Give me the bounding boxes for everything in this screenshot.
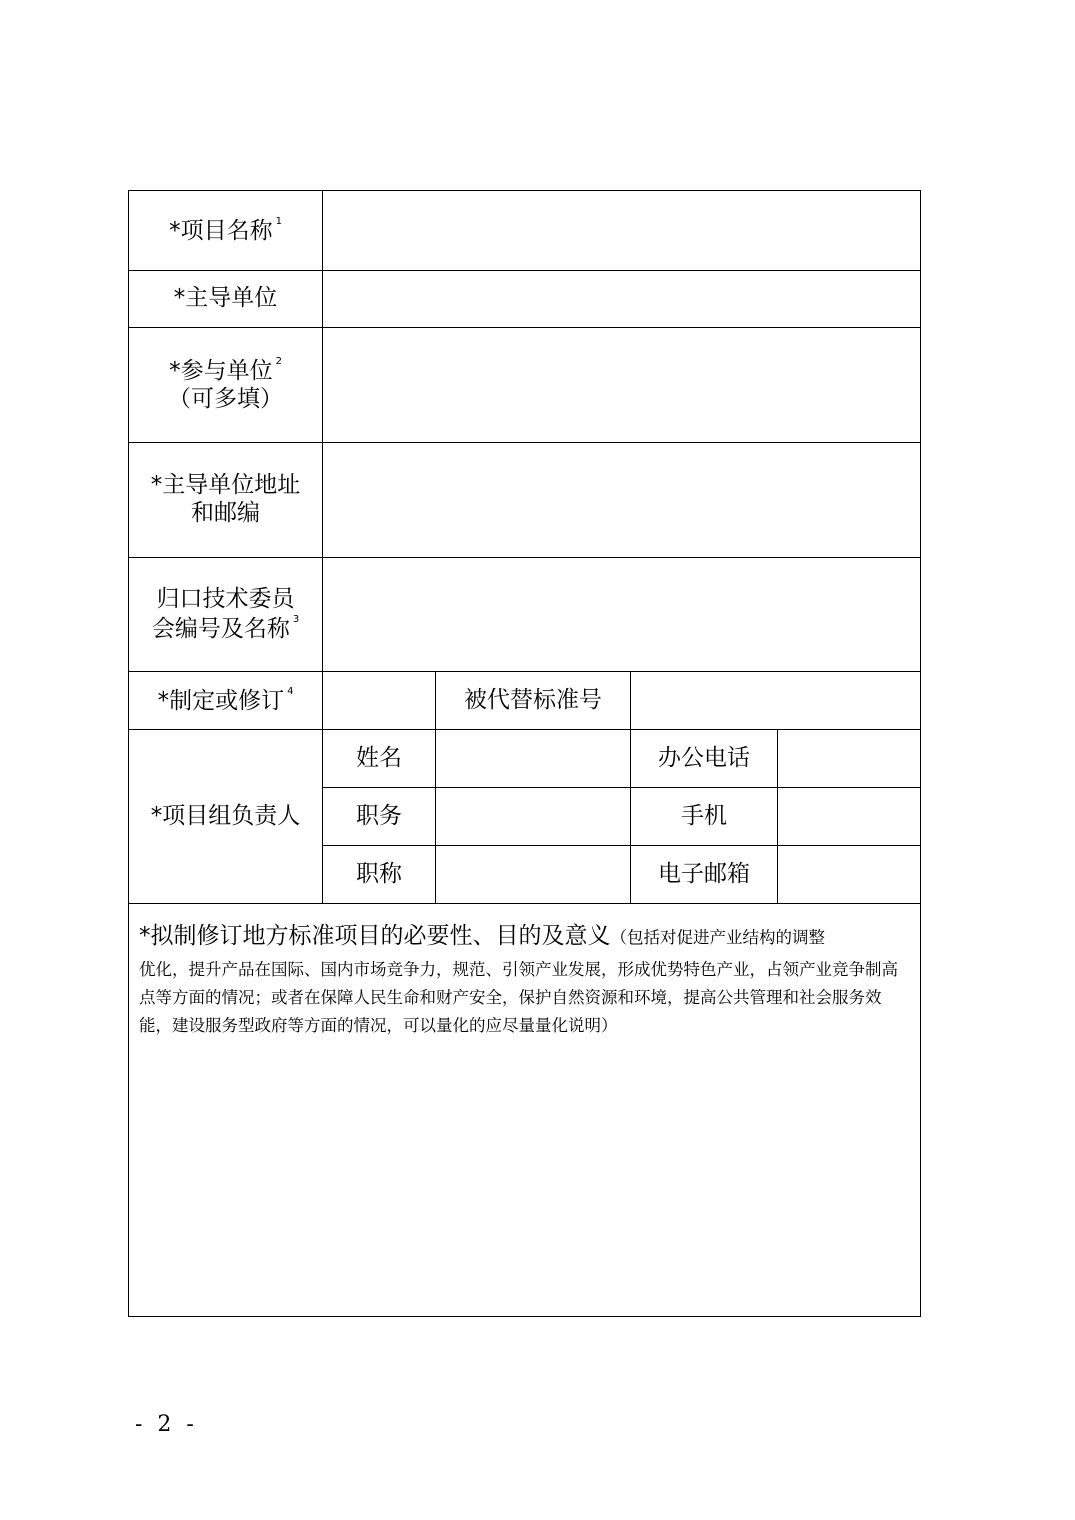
address-field[interactable] (323, 443, 921, 558)
title-field[interactable] (436, 846, 631, 904)
row-leader-name (129, 730, 921, 788)
committee-label: 归口技术委员 会编号及名称 $^3$ (129, 558, 323, 672)
footnote-marker: 2 (275, 356, 282, 368)
row-participants (129, 328, 921, 443)
row-lead-unit (129, 271, 921, 328)
name-field[interactable] (436, 730, 631, 788)
project-name-label: *项目名称 $^1$ (129, 191, 323, 271)
project-name-field[interactable] (323, 191, 921, 271)
participants-field[interactable] (323, 328, 921, 443)
row-address (129, 443, 921, 558)
name-label: 姓名 (323, 730, 436, 788)
office-phone-field[interactable] (778, 730, 921, 788)
position-label: 职务 (323, 788, 436, 846)
purpose-heading: *拟制修订地方标准项目的必要性、目的及意义（包括对促进产业结构的调整 (139, 923, 825, 949)
application-form-table (128, 190, 921, 1317)
purpose-field[interactable] (129, 904, 921, 1317)
row-project-name (129, 191, 921, 271)
footnote-marker: 4 (287, 685, 294, 697)
revise-label: *制定或修订 $^4$ (129, 672, 323, 730)
lead-unit-field[interactable] (323, 271, 921, 328)
committee-field[interactable] (323, 558, 921, 672)
row-committee (129, 558, 921, 672)
position-field[interactable] (436, 788, 631, 846)
purpose-note: （包括对促进产业结构的调整 (610, 928, 825, 947)
participants-label: *参与单位 $^2$ （可多填） (129, 328, 323, 443)
leader-label: *项目组负责人 (129, 730, 323, 904)
lead-unit-label: *主导单位 (129, 271, 323, 328)
title-label: 职称 (323, 846, 436, 904)
row-revise (129, 672, 921, 730)
address-label: *主导单位地址 和邮编 (129, 443, 323, 558)
mobile-label: 手机 (631, 788, 778, 846)
page-number: - 2 - (135, 1412, 198, 1437)
revise-field[interactable] (323, 672, 436, 730)
email-label: 电子邮箱 (631, 846, 778, 904)
office-phone-label: 办公电话 (631, 730, 778, 788)
purpose-description: 优化，提升产品在国际、国内市场竞争力，规范、引领产业发展，形成优势特色产业，占领产业竞争制高点等方面的情况；或者在保障人民生命和财产安全，保护自然资源和环境，提高公共管理和社会服务效能，建设服务型政府等方面的情况，可以量化的应尽量量化说明） (139, 960, 898, 1035)
row-purpose (129, 904, 921, 1317)
replaced-standard-field[interactable] (631, 672, 921, 730)
mobile-field[interactable] (778, 788, 921, 846)
email-field[interactable] (778, 846, 921, 904)
footnote-marker: 3 (292, 613, 300, 625)
replaced-standard-label: 被代替标准号 (436, 672, 631, 730)
footnote-marker: 1 (275, 215, 282, 227)
